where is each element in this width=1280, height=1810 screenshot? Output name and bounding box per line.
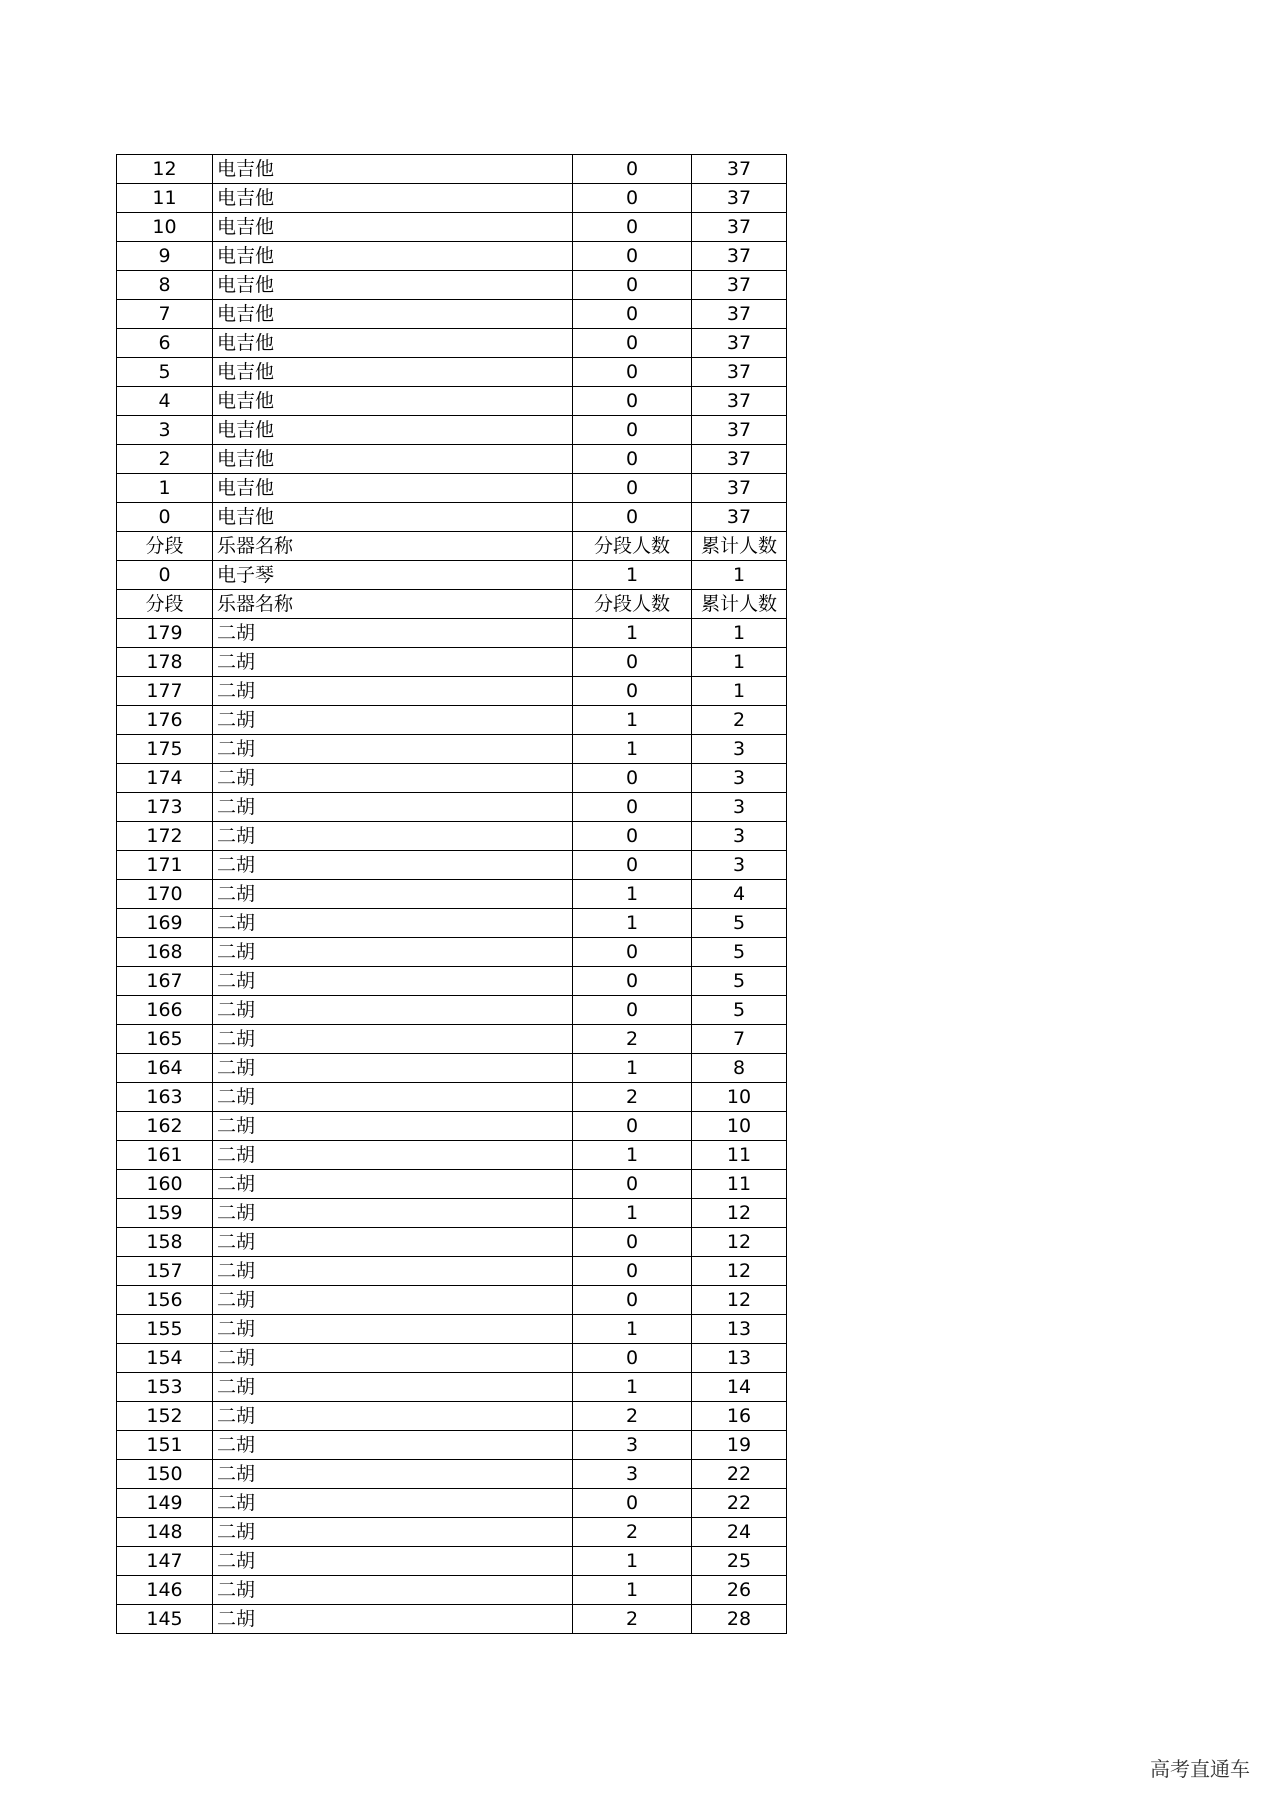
segment-count-cell: 0 [573, 677, 692, 706]
table-row [117, 358, 787, 387]
cumulative-count-cell: 13 [692, 1344, 787, 1373]
instrument-name-header: 乐器名称 [213, 590, 573, 619]
segment-count-cell: 0 [573, 1170, 692, 1199]
cumulative-count-cell: 5 [692, 909, 787, 938]
cumulative-count-cell: 3 [692, 735, 787, 764]
watermark: 高考直通车 [1150, 1757, 1250, 1781]
cumulative-count-cell: 22 [692, 1489, 787, 1518]
instrument-name-cell: 二胡 [213, 1489, 573, 1518]
segment-count-cell: 0 [573, 1112, 692, 1141]
segment-cell: 176 [117, 706, 213, 735]
cumulative-count-cell: 37 [692, 503, 787, 532]
cumulative-count-header: 累计人数 [692, 532, 787, 561]
table-row [117, 1547, 787, 1576]
segment-cell: 12 [117, 155, 213, 184]
segment-count-cell: 0 [573, 1344, 692, 1373]
instrument-name-cell: 电吉他 [213, 213, 573, 242]
segment-cell: 164 [117, 1054, 213, 1083]
cumulative-count-cell: 37 [692, 155, 787, 184]
segment-count-cell: 2 [573, 1518, 692, 1547]
segment-cell: 162 [117, 1112, 213, 1141]
segment-cell: 4 [117, 387, 213, 416]
segment-count-cell: 1 [573, 909, 692, 938]
segment-count-cell: 3 [573, 1460, 692, 1489]
cumulative-count-cell: 37 [692, 300, 787, 329]
instrument-name-cell: 二胡 [213, 677, 573, 706]
cumulative-count-cell: 12 [692, 1257, 787, 1286]
segment-count-cell: 2 [573, 1402, 692, 1431]
segment-count-cell: 2 [573, 1025, 692, 1054]
table-row [117, 329, 787, 358]
segment-count-cell: 3 [573, 1431, 692, 1460]
instrument-name-cell: 二胡 [213, 1460, 573, 1489]
table-row [117, 1083, 787, 1112]
cumulative-count-cell: 3 [692, 793, 787, 822]
cumulative-count-cell: 7 [692, 1025, 787, 1054]
instrument-name-cell: 电吉他 [213, 242, 573, 271]
instrument-name-cell: 电吉他 [213, 155, 573, 184]
segment-cell: 11 [117, 184, 213, 213]
segment-count-cell: 0 [573, 271, 692, 300]
cumulative-count-cell: 11 [692, 1170, 787, 1199]
cumulative-count-cell: 37 [692, 271, 787, 300]
segment-cell: 161 [117, 1141, 213, 1170]
segment-cell: 158 [117, 1228, 213, 1257]
table-row [117, 561, 787, 590]
instrument-name-cell: 二胡 [213, 619, 573, 648]
segment-count-header: 分段人数 [573, 590, 692, 619]
segment-count-cell: 1 [573, 1199, 692, 1228]
cumulative-count-cell: 1 [692, 648, 787, 677]
segment-cell: 156 [117, 1286, 213, 1315]
segment-cell: 178 [117, 648, 213, 677]
table-row [117, 474, 787, 503]
instrument-name-cell: 二胡 [213, 1518, 573, 1547]
segment-count-cell: 0 [573, 851, 692, 880]
segment-cell: 8 [117, 271, 213, 300]
instrument-name-cell: 电吉他 [213, 329, 573, 358]
segment-cell: 147 [117, 1547, 213, 1576]
segment-count-cell: 0 [573, 416, 692, 445]
cumulative-count-cell: 22 [692, 1460, 787, 1489]
segment-count-cell: 2 [573, 1605, 692, 1634]
table-row [117, 822, 787, 851]
segment-count-cell: 0 [573, 155, 692, 184]
table-row [117, 213, 787, 242]
table-row [117, 1170, 787, 1199]
table-row [117, 619, 787, 648]
table-row [117, 1373, 787, 1402]
table-row [117, 1518, 787, 1547]
segment-count-cell: 0 [573, 938, 692, 967]
segment-count-cell: 0 [573, 967, 692, 996]
table-row [117, 503, 787, 532]
cumulative-count-cell: 12 [692, 1228, 787, 1257]
instrument-name-cell: 二胡 [213, 706, 573, 735]
segment-cell: 154 [117, 1344, 213, 1373]
table-row [117, 1257, 787, 1286]
segment-cell: 179 [117, 619, 213, 648]
segment-cell: 167 [117, 967, 213, 996]
instrument-name-cell: 电吉他 [213, 358, 573, 387]
cumulative-count-cell: 37 [692, 329, 787, 358]
cumulative-count-cell: 5 [692, 938, 787, 967]
segment-cell: 146 [117, 1576, 213, 1605]
segment-count-cell: 0 [573, 764, 692, 793]
segment-count-cell: 0 [573, 300, 692, 329]
instrument-name-cell: 二胡 [213, 1431, 573, 1460]
segment-count-cell: 0 [573, 387, 692, 416]
segment-count-cell: 1 [573, 1315, 692, 1344]
segment-count-cell: 1 [573, 1547, 692, 1576]
table-row [117, 1431, 787, 1460]
cumulative-count-cell: 10 [692, 1083, 787, 1112]
table-row [117, 1112, 787, 1141]
instrument-name-cell: 电吉他 [213, 503, 573, 532]
table-row [117, 1315, 787, 1344]
instrument-name-cell: 二胡 [213, 648, 573, 677]
instrument-name-cell: 二胡 [213, 1112, 573, 1141]
instrument-name-cell: 电吉他 [213, 300, 573, 329]
cumulative-count-cell: 25 [692, 1547, 787, 1576]
cumulative-count-cell: 16 [692, 1402, 787, 1431]
table-row [117, 242, 787, 271]
instrument-name-cell: 二胡 [213, 1025, 573, 1054]
segment-count-cell: 1 [573, 619, 692, 648]
table-row [117, 967, 787, 996]
cumulative-count-cell: 14 [692, 1373, 787, 1402]
segment-count-cell: 0 [573, 474, 692, 503]
table-row [117, 184, 787, 213]
table-row [117, 735, 787, 764]
segment-count-cell: 2 [573, 1083, 692, 1112]
table-row [117, 1605, 787, 1634]
segment-count-cell: 0 [573, 213, 692, 242]
instrument-name-cell: 二胡 [213, 822, 573, 851]
segment-cell: 174 [117, 764, 213, 793]
instrument-name-cell: 二胡 [213, 938, 573, 967]
cumulative-count-cell: 1 [692, 677, 787, 706]
cumulative-count-cell: 28 [692, 1605, 787, 1634]
segment-cell: 7 [117, 300, 213, 329]
table-row [117, 445, 787, 474]
cumulative-count-cell: 13 [692, 1315, 787, 1344]
cumulative-count-cell: 3 [692, 764, 787, 793]
segment-count-cell: 0 [573, 648, 692, 677]
segment-cell: 159 [117, 1199, 213, 1228]
cumulative-count-cell: 24 [692, 1518, 787, 1547]
score-table [116, 154, 787, 1634]
segment-count-cell: 1 [573, 1576, 692, 1605]
segment-cell: 150 [117, 1460, 213, 1489]
segment-cell: 0 [117, 561, 213, 590]
instrument-name-cell: 电吉他 [213, 184, 573, 213]
segment-count-cell: 0 [573, 1257, 692, 1286]
table-row [117, 1025, 787, 1054]
instrument-name-cell: 二胡 [213, 1547, 573, 1576]
segment-count-cell: 0 [573, 996, 692, 1025]
instrument-name-cell: 二胡 [213, 1199, 573, 1228]
cumulative-count-cell: 2 [692, 706, 787, 735]
table-header-row [117, 590, 787, 619]
segment-count-cell: 1 [573, 1054, 692, 1083]
table-row [117, 1402, 787, 1431]
instrument-name-cell: 二胡 [213, 967, 573, 996]
segment-cell: 173 [117, 793, 213, 822]
segment-cell: 157 [117, 1257, 213, 1286]
cumulative-count-cell: 37 [692, 474, 787, 503]
segment-count-cell: 0 [573, 503, 692, 532]
segment-cell: 1 [117, 474, 213, 503]
cumulative-count-cell: 5 [692, 996, 787, 1025]
instrument-name-cell: 二胡 [213, 880, 573, 909]
segment-count-cell: 1 [573, 706, 692, 735]
segment-cell: 171 [117, 851, 213, 880]
table-row [117, 300, 787, 329]
cumulative-count-cell: 37 [692, 358, 787, 387]
cumulative-count-header: 累计人数 [692, 590, 787, 619]
segment-cell: 168 [117, 938, 213, 967]
segment-cell: 0 [117, 503, 213, 532]
segment-count-cell: 0 [573, 445, 692, 474]
segment-cell: 177 [117, 677, 213, 706]
instrument-name-cell: 电吉他 [213, 445, 573, 474]
segment-cell: 169 [117, 909, 213, 938]
table-row [117, 1489, 787, 1518]
segment-cell: 175 [117, 735, 213, 764]
segment-count-cell: 1 [573, 1373, 692, 1402]
segment-count-cell: 0 [573, 184, 692, 213]
instrument-name-cell: 二胡 [213, 1286, 573, 1315]
segment-header: 分段 [117, 590, 213, 619]
table-header-row [117, 532, 787, 561]
cumulative-count-cell: 1 [692, 561, 787, 590]
instrument-name-cell: 电吉他 [213, 387, 573, 416]
instrument-name-cell: 二胡 [213, 1576, 573, 1605]
table-row [117, 1228, 787, 1257]
table-row [117, 851, 787, 880]
cumulative-count-cell: 10 [692, 1112, 787, 1141]
segment-cell: 163 [117, 1083, 213, 1112]
cumulative-count-cell: 3 [692, 851, 787, 880]
instrument-name-cell: 二胡 [213, 1083, 573, 1112]
instrument-name-cell: 二胡 [213, 793, 573, 822]
table-row [117, 909, 787, 938]
instrument-name-cell: 二胡 [213, 1257, 573, 1286]
segment-cell: 153 [117, 1373, 213, 1402]
cumulative-count-cell: 12 [692, 1199, 787, 1228]
instrument-name-cell: 电吉他 [213, 416, 573, 445]
segment-cell: 9 [117, 242, 213, 271]
cumulative-count-cell: 37 [692, 416, 787, 445]
instrument-name-cell: 二胡 [213, 764, 573, 793]
segment-cell: 152 [117, 1402, 213, 1431]
table-row [117, 1054, 787, 1083]
table-row [117, 677, 787, 706]
cumulative-count-cell: 37 [692, 387, 787, 416]
cumulative-count-cell: 37 [692, 242, 787, 271]
cumulative-count-cell: 26 [692, 1576, 787, 1605]
segment-count-cell: 1 [573, 880, 692, 909]
segment-cell: 2 [117, 445, 213, 474]
instrument-name-cell: 二胡 [213, 1141, 573, 1170]
cumulative-count-cell: 37 [692, 213, 787, 242]
table-row [117, 1141, 787, 1170]
cumulative-count-cell: 1 [692, 619, 787, 648]
table-row [117, 1344, 787, 1373]
instrument-name-cell: 二胡 [213, 1402, 573, 1431]
instrument-name-cell: 电吉他 [213, 271, 573, 300]
segment-count-cell: 0 [573, 1489, 692, 1518]
segment-cell: 10 [117, 213, 213, 242]
cumulative-count-cell: 11 [692, 1141, 787, 1170]
segment-count-header: 分段人数 [573, 532, 692, 561]
segment-count-cell: 0 [573, 1286, 692, 1315]
instrument-name-cell: 电子琴 [213, 561, 573, 590]
table-row [117, 1199, 787, 1228]
table-row [117, 1286, 787, 1315]
cumulative-count-cell: 4 [692, 880, 787, 909]
table-row [117, 938, 787, 967]
segment-cell: 160 [117, 1170, 213, 1199]
table-row [117, 387, 787, 416]
segment-cell: 3 [117, 416, 213, 445]
instrument-name-cell: 二胡 [213, 1605, 573, 1634]
instrument-name-cell: 二胡 [213, 1054, 573, 1083]
segment-cell: 155 [117, 1315, 213, 1344]
instrument-name-cell: 二胡 [213, 1373, 573, 1402]
instrument-name-cell: 二胡 [213, 851, 573, 880]
segment-cell: 172 [117, 822, 213, 851]
table-row [117, 271, 787, 300]
segment-cell: 148 [117, 1518, 213, 1547]
instrument-name-cell: 二胡 [213, 1315, 573, 1344]
segment-count-cell: 0 [573, 329, 692, 358]
instrument-name-cell: 二胡 [213, 909, 573, 938]
table-row [117, 416, 787, 445]
cumulative-count-cell: 19 [692, 1431, 787, 1460]
segment-count-cell: 1 [573, 735, 692, 764]
instrument-name-header: 乐器名称 [213, 532, 573, 561]
instrument-name-cell: 二胡 [213, 1228, 573, 1257]
segment-header: 分段 [117, 532, 213, 561]
segment-count-cell: 0 [573, 358, 692, 387]
table-row [117, 764, 787, 793]
segment-count-cell: 1 [573, 561, 692, 590]
segment-count-cell: 0 [573, 242, 692, 271]
segment-cell: 6 [117, 329, 213, 358]
segment-cell: 170 [117, 880, 213, 909]
table-row [117, 155, 787, 184]
instrument-name-cell: 电吉他 [213, 474, 573, 503]
segment-cell: 151 [117, 1431, 213, 1460]
segment-count-cell: 1 [573, 1141, 692, 1170]
segment-cell: 145 [117, 1605, 213, 1634]
segment-cell: 166 [117, 996, 213, 1025]
segment-count-cell: 0 [573, 1228, 692, 1257]
table-row [117, 648, 787, 677]
cumulative-count-cell: 37 [692, 445, 787, 474]
table-row [117, 1576, 787, 1605]
cumulative-count-cell: 3 [692, 822, 787, 851]
table-row [117, 996, 787, 1025]
score-table-body [117, 155, 787, 1634]
segment-cell: 149 [117, 1489, 213, 1518]
instrument-name-cell: 二胡 [213, 1344, 573, 1373]
segment-count-cell: 0 [573, 793, 692, 822]
instrument-name-cell: 二胡 [213, 996, 573, 1025]
cumulative-count-cell: 37 [692, 184, 787, 213]
cumulative-count-cell: 5 [692, 967, 787, 996]
table-row [117, 1460, 787, 1489]
table-row [117, 706, 787, 735]
table-row [117, 793, 787, 822]
instrument-name-cell: 二胡 [213, 1170, 573, 1199]
segment-cell: 165 [117, 1025, 213, 1054]
cumulative-count-cell: 12 [692, 1286, 787, 1315]
segment-cell: 5 [117, 358, 213, 387]
cumulative-count-cell: 8 [692, 1054, 787, 1083]
table-row [117, 880, 787, 909]
instrument-name-cell: 二胡 [213, 735, 573, 764]
segment-count-cell: 0 [573, 822, 692, 851]
